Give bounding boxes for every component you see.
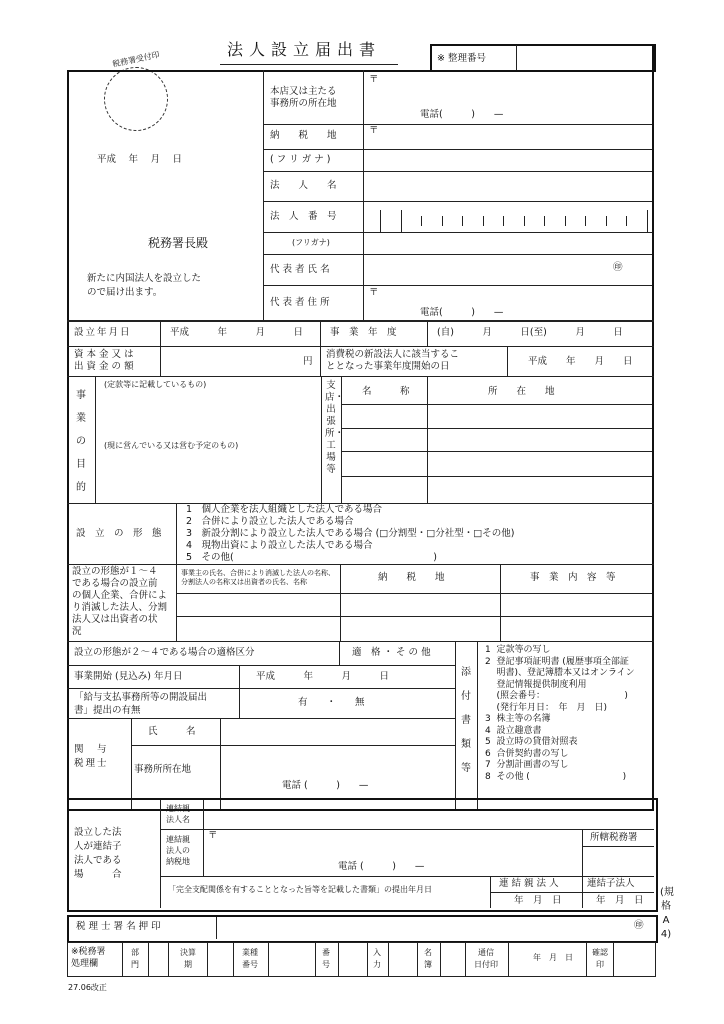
title-underline	[220, 64, 398, 65]
renketsu-ko-ymd: 年 月 日	[596, 895, 644, 906]
tempu-item: (照会番号： )	[485, 691, 628, 701]
hojin-bango-cell-divider	[483, 216, 484, 226]
renketsu-postal: 〒	[208, 830, 218, 841]
daihyosha-seal: ㊞	[613, 262, 623, 273]
genzai-text: (現に営んでいる又は営む予定のもの)	[104, 441, 239, 450]
keitai-label: 設 立 の 形 態	[76, 528, 162, 539]
intro-text: 新たに内国法人を設立した ので届け出ます。	[87, 273, 202, 298]
nozeichi-label: 納 税 地	[270, 130, 337, 141]
hojin-bango-cell-divider	[503, 216, 504, 226]
hojin-bango-cell-divider	[565, 216, 566, 226]
tempu-item: 2 登記事項証明書 (履歴事項全部証	[485, 656, 629, 667]
renketsu-oya-meisho-label: 連結親 法人名	[166, 804, 190, 824]
tekikaku-label: 設立の形態が２～４である場合の適格区分	[74, 647, 255, 658]
jigyo-naiyo-label: 事 業 内 容 等	[530, 572, 616, 583]
kikaku-label: (規格A4)	[660, 887, 674, 940]
tempu-item: 1 定款等の写し	[485, 645, 551, 655]
hojin-bango-cell-divider	[606, 216, 607, 226]
shoriran-label: ※税務署 処理欄	[71, 947, 106, 969]
hojin-bango-cell-divider	[462, 216, 463, 226]
receipt-stamp-label: 税務署受付印	[111, 50, 161, 69]
shihonkin-yen: 円	[303, 356, 313, 367]
tempu-item: 明書)、登記簿謄本又はオンライン	[485, 668, 635, 678]
tempu-label: 添付書類等	[461, 667, 471, 774]
renketsu-section-label: 設立した法 人が連結子 法人である 場 合	[74, 827, 122, 880]
honten-phone: 電話( ) —	[420, 109, 504, 120]
gyoshu-label: 業種 番号	[242, 948, 258, 969]
hojin-bango-label: 法 人 番 号	[270, 211, 337, 222]
tsushin-label: 通信 日付印	[474, 948, 498, 969]
revision-label: 27.06改正	[68, 983, 107, 992]
hojin-bango-cell-divider	[442, 216, 443, 226]
nozeichi-col-label: 納 税 地	[378, 572, 445, 583]
date-line: 平成 年 月 日	[97, 154, 183, 165]
tempu-item: 6 合併契約書の写し	[485, 748, 569, 759]
hojin-bango-cell-divider	[380, 210, 381, 232]
daihyosha-shimei-label: 代 表 者 氏 名	[270, 264, 330, 275]
tempu-item: 8 その他 ( )	[485, 771, 627, 782]
shozaichi-label: 所 在 地	[488, 386, 555, 397]
honten-postal: 〒	[369, 74, 379, 85]
tempu-item: 3 株主等の名簿	[485, 714, 551, 724]
setsuritsu-ymd-label: 設立年月日	[74, 327, 132, 338]
hojin-mei-label: 法 人 名	[270, 180, 337, 191]
tsushin-ymd: 年 月 日	[533, 953, 573, 962]
zeirishi-label: 税 理 士 署 名 押 印	[76, 921, 161, 932]
jigyo-kaishi-label: 事業開始 (見込み) 年月日	[74, 671, 183, 682]
tempu-item: (発行年月日： 年 月 日)	[485, 702, 607, 713]
kanzen-label: 「完全支配関係を有することとなった旨等を記載した書類」の提出年月日	[168, 885, 432, 894]
bango-label: 番 号	[322, 948, 330, 969]
hojin-bango-cell-divider	[585, 216, 586, 226]
daihyosha-jusho-label: 代 表 者 住 所	[270, 297, 330, 308]
jimusho-label: 事務所所在地	[134, 764, 192, 775]
hojin-bango-cell-divider	[421, 216, 422, 226]
renketsu-oya-label: 連 結 親 法 人	[499, 878, 559, 889]
tempu-item: 5 設立時の貸借対照表	[485, 737, 578, 747]
teikan-text: (定款等に記載しているもの)	[104, 380, 207, 389]
keitai-item: 5 その他( )	[186, 552, 437, 563]
receipt-stamp-circle	[104, 67, 168, 131]
jigyo-nendo-label: 事 業 年 度	[330, 327, 397, 338]
renketsu-oya-nozeichi-label: 連結親 法人の 納税地	[166, 835, 190, 866]
honten-label: 本店又は主たる 事務所の所在地	[270, 86, 337, 109]
furigana-label: ( フ リ ガ ナ )	[270, 154, 331, 165]
hojin-bango-cell-divider	[401, 210, 402, 232]
meibo-label: 名 簿	[424, 948, 432, 969]
keitai-item: 2 合併により設立した法人である場合	[186, 516, 354, 527]
jusho-phone: 電話( ) —	[420, 307, 504, 318]
kakunin-label: 確認 印	[592, 948, 608, 969]
keitai-item: 4 現物出資により設立した法人である場合	[186, 540, 373, 551]
jigyo-nendo-value: (自) 月 日(至) 月 日	[437, 327, 623, 338]
nyuryoku-label: 入 力	[373, 948, 381, 969]
tempu-item: 4 設立趣意書	[485, 725, 542, 736]
renketsu-ko-label: 連結子法人	[587, 878, 635, 889]
shiten-label: 支店・出張所・工場等	[325, 380, 345, 475]
setsuritsu-date: 平成 年 月 日	[170, 327, 304, 338]
renketsu-phone: 電話 ( ) —	[338, 861, 425, 872]
kyuyo-value: 有 ・ 無	[298, 697, 365, 708]
kyuyo-label: 「給与支払事務所等の開設届出 書」提出の有無	[74, 692, 208, 716]
shimei-label: 氏 名	[148, 726, 196, 737]
keitai-item: 3 新設分割により設立した法人である場合 (□分割型・□分社型・□その他)	[186, 528, 515, 539]
kanyo-phone: 電話 ( ) —	[282, 780, 369, 791]
seiri-bango-label: ※ 整理番号	[437, 53, 486, 64]
hojin-bango-cell-divider	[626, 216, 627, 226]
renketsu-oya-ymd: 年 月 日	[514, 895, 562, 906]
kanyo-label: 関 与 税理士	[74, 744, 109, 769]
shohizei-date: 平成 年 月 日	[528, 356, 633, 367]
furigana2-label: (フリガナ)	[292, 238, 330, 247]
kankatsu-label: 所轄税務署	[590, 832, 638, 843]
zeimusho-chodono: 税務署長殿	[148, 236, 209, 250]
hojin-bango-cell-divider	[647, 210, 648, 232]
nozeichi-postal: 〒	[369, 125, 379, 136]
meisho-label: 名 称	[362, 386, 410, 397]
keitai-detail-label: 設立の形態が１～４ である場合の設立前 の個人企業、合併によ り消滅した法人、分割 法人又は出資者の状 況	[72, 566, 168, 637]
tempu-item: 登記情報提供制度利用	[485, 679, 587, 690]
jusho-postal: 〒	[369, 287, 379, 298]
hojin-bango-cell-divider	[544, 216, 545, 226]
jigyo-mokuteki-label: 事業の目的	[76, 390, 86, 493]
kessan-label: 決算 期	[180, 948, 196, 969]
jigyo-kaishi-date: 平成 年 月 日	[256, 671, 390, 682]
keitai-small-text: 事業主の氏名、合併により消滅した法人の名称、 分割法人の名称又は出資者の氏名、名称	[181, 569, 335, 586]
tekikaku-value: 適 格 ・ そ の 他	[352, 647, 431, 658]
tempu-item: 7 分割計画書の写し	[485, 760, 569, 770]
bumon-label: 部 門	[131, 948, 139, 969]
keitai-item: 1 個人企業を法人組織とした法人である場合	[186, 504, 383, 515]
shihonkin-label: 資 本 金 又 は 出 資 金 の 額	[74, 349, 134, 372]
zeirishi-seal: ㊞	[634, 920, 644, 931]
shohizei-label: 消費税の新設法人に該当するこ ととなった事業年度開始の日	[326, 349, 460, 372]
form-title: 法人設立届出書	[227, 40, 382, 59]
hojin-bango-cell-divider	[524, 216, 525, 226]
